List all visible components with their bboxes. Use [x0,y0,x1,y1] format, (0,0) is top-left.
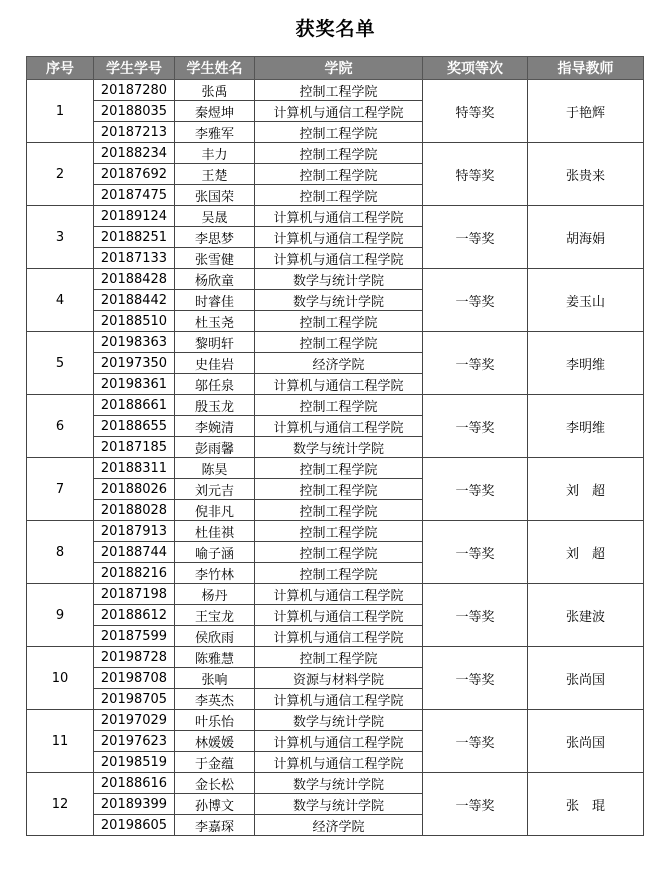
college-cell: 控制工程学院 [255,332,423,353]
advisor-cell: 张建波 [528,584,644,647]
student-name-cell: 杜玉尧 [175,311,255,332]
student-name-cell: 黎明轩 [175,332,255,353]
student-name-cell: 李竹林 [175,563,255,584]
student-id-cell: 20198361 [94,374,175,395]
advisor-cell: 胡海娟 [528,206,644,269]
award-level-cell: 一等奖 [423,521,528,584]
college-cell: 数学与统计学院 [255,269,423,290]
student-name-cell: 林媛媛 [175,731,255,752]
college-cell: 数学与统计学院 [255,437,423,458]
student-id-cell: 20198605 [94,815,175,836]
table-row [27,458,644,479]
student-id-cell: 20188661 [94,395,175,416]
awards-table [26,56,644,836]
advisor-cell: 李明维 [528,395,644,458]
college-cell: 控制工程学院 [255,542,423,563]
student-name-cell: 孙博文 [175,794,255,815]
table-row [27,143,644,164]
student-id-cell: 20188251 [94,227,175,248]
student-id-cell: 20188616 [94,773,175,794]
header-row [27,57,644,80]
award-level-cell: 一等奖 [423,584,528,647]
college-cell: 计算机与通信工程学院 [255,731,423,752]
student-id-cell: 20197623 [94,731,175,752]
group-index-cell: 11 [27,710,94,773]
college-cell: 计算机与通信工程学院 [255,206,423,227]
group-index-cell: 9 [27,584,94,647]
group-index-cell: 7 [27,458,94,521]
student-id-cell: 20187133 [94,248,175,269]
student-id-cell: 20188442 [94,290,175,311]
student-name-cell: 李雅军 [175,122,255,143]
student-id-cell: 20187185 [94,437,175,458]
header-advisor: 指导教师 [528,57,644,80]
student-id-cell: 20189399 [94,794,175,815]
student-name-cell: 喻子涵 [175,542,255,563]
student-name-cell: 张响 [175,668,255,689]
college-cell: 控制工程学院 [255,563,423,584]
student-name-cell: 张雪健 [175,248,255,269]
student-name-cell: 彭雨馨 [175,437,255,458]
header-student-id: 学生学号 [94,57,175,80]
student-id-cell: 20188510 [94,311,175,332]
college-cell: 数学与统计学院 [255,794,423,815]
student-id-cell: 20197350 [94,353,175,374]
award-level-cell: 一等奖 [423,710,528,773]
advisor-cell: 姜玉山 [528,269,644,332]
student-name-cell: 李英杰 [175,689,255,710]
college-cell: 控制工程学院 [255,500,423,521]
student-id-cell: 20187198 [94,584,175,605]
college-cell: 经济学院 [255,353,423,374]
group-index-cell: 8 [27,521,94,584]
student-name-cell: 侯欣雨 [175,626,255,647]
student-id-cell: 20188311 [94,458,175,479]
college-cell: 计算机与通信工程学院 [255,752,423,773]
student-id-cell: 20188216 [94,563,175,584]
table-row [27,269,644,290]
group-index-cell: 10 [27,647,94,710]
student-name-cell: 李婉清 [175,416,255,437]
college-cell: 计算机与通信工程学院 [255,605,423,626]
college-cell: 控制工程学院 [255,395,423,416]
advisor-cell: 张尚国 [528,710,644,773]
group-index-cell: 6 [27,395,94,458]
student-id-cell: 20187913 [94,521,175,542]
college-cell: 经济学院 [255,815,423,836]
award-level-cell: 特等奖 [423,143,528,206]
college-cell: 资源与材料学院 [255,668,423,689]
student-name-cell: 史佳岩 [175,353,255,374]
table-row [27,80,644,101]
college-cell: 计算机与通信工程学院 [255,689,423,710]
student-id-cell: 20188035 [94,101,175,122]
student-id-cell: 20187692 [94,164,175,185]
student-name-cell: 倪非凡 [175,500,255,521]
college-cell: 计算机与通信工程学院 [255,416,423,437]
student-name-cell: 吴晟 [175,206,255,227]
student-id-cell: 20187213 [94,122,175,143]
college-cell: 数学与统计学院 [255,773,423,794]
college-cell: 控制工程学院 [255,479,423,500]
header-index: 序号 [27,57,94,80]
student-name-cell: 杨欣童 [175,269,255,290]
student-name-cell: 时睿佳 [175,290,255,311]
college-cell: 计算机与通信工程学院 [255,374,423,395]
college-cell: 控制工程学院 [255,185,423,206]
college-cell: 控制工程学院 [255,143,423,164]
header-student-name: 学生姓名 [175,57,255,80]
group-index-cell: 4 [27,269,94,332]
student-id-cell: 20187475 [94,185,175,206]
header-college: 学院 [255,57,423,80]
award-level-cell: 一等奖 [423,332,528,395]
advisor-cell: 刘 超 [528,458,644,521]
student-id-cell: 20188026 [94,479,175,500]
college-cell: 计算机与通信工程学院 [255,248,423,269]
advisor-cell: 于艳辉 [528,80,644,143]
student-name-cell: 秦煜坤 [175,101,255,122]
student-name-cell: 张禹 [175,80,255,101]
table-row [27,332,644,353]
award-level-cell: 一等奖 [423,773,528,836]
student-id-cell: 20189124 [94,206,175,227]
student-name-cell: 李嘉琛 [175,815,255,836]
award-level-cell: 一等奖 [423,458,528,521]
award-level-cell: 一等奖 [423,206,528,269]
student-name-cell: 丰力 [175,143,255,164]
college-cell: 控制工程学院 [255,122,423,143]
college-cell: 计算机与通信工程学院 [255,584,423,605]
student-name-cell: 王楚 [175,164,255,185]
student-id-cell: 20188655 [94,416,175,437]
student-name-cell: 陈雅慧 [175,647,255,668]
student-name-cell: 杜佳祺 [175,521,255,542]
student-name-cell: 李思梦 [175,227,255,248]
student-id-cell: 20198705 [94,689,175,710]
table-row [27,395,644,416]
student-name-cell: 王宝龙 [175,605,255,626]
table-body [27,80,644,836]
student-name-cell: 于金蕴 [175,752,255,773]
award-level-cell: 一等奖 [423,269,528,332]
student-name-cell: 叶乐怡 [175,710,255,731]
student-id-cell: 20187280 [94,80,175,101]
student-name-cell: 刘元吉 [175,479,255,500]
student-name-cell: 陈昊 [175,458,255,479]
table-row [27,521,644,542]
college-cell: 控制工程学院 [255,647,423,668]
advisor-cell: 张贵来 [528,143,644,206]
table-row [27,710,644,731]
student-name-cell: 殷玉龙 [175,395,255,416]
student-id-cell: 20198363 [94,332,175,353]
page-title: 获奖名单 [295,18,376,40]
group-index-cell: 2 [27,143,94,206]
table-row [27,584,644,605]
college-cell: 控制工程学院 [255,458,423,479]
advisor-cell: 刘 超 [528,521,644,584]
student-id-cell: 20188428 [94,269,175,290]
student-id-cell: 20198708 [94,668,175,689]
college-cell: 数学与统计学院 [255,710,423,731]
student-id-cell: 20188028 [94,500,175,521]
student-id-cell: 20187599 [94,626,175,647]
table-row [27,206,644,227]
college-cell: 计算机与通信工程学院 [255,101,423,122]
group-index-cell: 1 [27,80,94,143]
award-level-cell: 一等奖 [423,395,528,458]
group-index-cell: 3 [27,206,94,269]
college-cell: 计算机与通信工程学院 [255,227,423,248]
college-cell: 控制工程学院 [255,80,423,101]
student-name-cell: 杨丹 [175,584,255,605]
award-level-cell: 特等奖 [423,80,528,143]
award-level-cell: 一等奖 [423,647,528,710]
student-id-cell: 20188612 [94,605,175,626]
table-header [27,57,644,80]
college-cell: 控制工程学院 [255,164,423,185]
college-cell: 数学与统计学院 [255,290,423,311]
student-id-cell: 20198728 [94,647,175,668]
advisor-cell: 张 琨 [528,773,644,836]
student-id-cell: 20197029 [94,710,175,731]
student-id-cell: 20188234 [94,143,175,164]
college-cell: 控制工程学院 [255,521,423,542]
group-index-cell: 12 [27,773,94,836]
table-row [27,647,644,668]
table-row [27,773,644,794]
advisor-cell: 张尚国 [528,647,644,710]
college-cell: 计算机与通信工程学院 [255,626,423,647]
student-name-cell: 张国荣 [175,185,255,206]
student-id-cell: 20198519 [94,752,175,773]
student-name-cell: 金长松 [175,773,255,794]
college-cell: 控制工程学院 [255,311,423,332]
header-award-level: 奖项等次 [423,57,528,80]
student-id-cell: 20188744 [94,542,175,563]
student-name-cell: 邬任泉 [175,374,255,395]
group-index-cell: 5 [27,332,94,395]
advisor-cell: 李明维 [528,332,644,395]
